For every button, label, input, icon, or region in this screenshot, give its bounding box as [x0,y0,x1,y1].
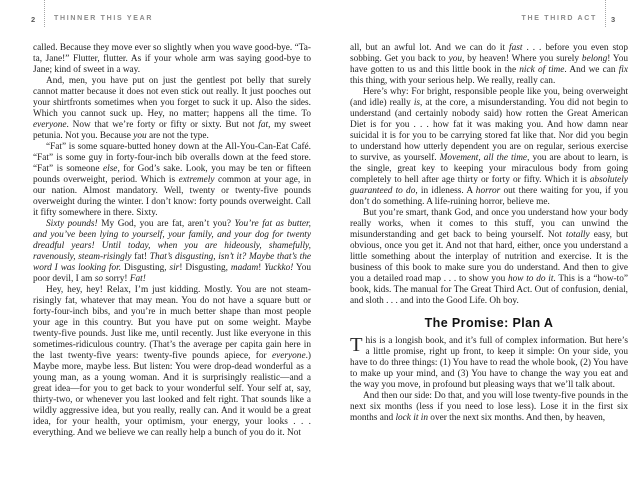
paragraph: Here’s why: For bright, responsible people like you, being overweight (and idle) really is, at the core, a misunderstanding. You did not begin to understand (and certainly nobody said) how rotten the Great American Diet is for you . . . how fat it was making you. And how damn near suicidal it is for you to be carrying stored fat like that. Nor did you begin to understand how utterly dependent you are on regular, serious exercise to survive, as yourself. Movement, all the time, you are about to learn, is the single, great key to keeping your miraculous body from going completely to hell after age thirty or forty or fifty. Which it is absolutely guaranteed to do, in idleness. A horror out there waiting for you, if you don’t do something. A life-ruining horror, believe me. [350,87,629,207]
paragraph: This is a longish book, and it’s full of complex information. But here’s a little promise, right up front, to keep it simple: On your side, you have to do three things: (1) You have to read the whole book, (2) You have to make up your mind, and (3) You have to change the way you eat and the way you move, in profound but pleasing ways that we’ll talk about. [350,334,628,390]
running-header-chapter-title: THE THIRD ACT [521,15,597,22]
drop-cap: T [350,334,363,356]
right-page-top-paragraphs [350,43,628,307]
paragraph: all, but an awful lot. And we can do it fast . . . before you even stop sobbing. Get you back to you, by heaven! Where you surely belong! You have gotten to us and this little book in the nick of time. And we can fix this thing, with your serious help. We really, really can. [350,43,628,86]
paragraph: Hey, hey, hey! Relax, I’m just kidding. Mostly. You are not steam-risingly fat, whatever that may mean. You do not have a square butt or forty-four-inch bibs, and you’re in much better shape than most people your age in this country. But you have put on some weight. Maybe twenty-five pounds. Just like me, until recently. Just like everyone in this sometimes-ridiculous country. (That’s the average per capita gain here in the last twenty-five years: twenty-five pounds apiece, for everyone.) Maybe more, maybe less. But listen: You were drop-dead wonderful as a young man, as a young woman. And it is surprisingly realistic—and a great idea—for you to get back to your wonderful self. Your self at, say, thirty-two, or whenever you last looked and felt right. That sounds like a wildly aggressive idea, but you really, really can. And it would be a great idea, for your health, your optimism, your energy, your looks . . . everything. And we believe we can really help a bunch of you do it. Not [33,285,311,438]
right-page-bottom-paragraphs [350,336,628,424]
paragraph: “Fat” is some square-butted honey down at the All-You-Can-Eat Café. “Fat” is some guy in forty-four-inch bib overalls down at the feed store. “Fat” is someone else, for God’s sake. Look, you may be ten or fifteen pounds overweight, period. Which is extremely common at your age, in our nation. Almost mandatory. Well, twenty or twenty-five pounds overweight during the winter. I don’t know: forty pounds overweight. Call it fifty somewhere in there. Sixty. [33,142,312,218]
paragraph: called. Because they move ever so slightly when you wave good-bye. “Ta-ta, Jane!” Flutter, flutter. As if your whole arm was saying good-bye to Jane; kind of sweet in a way. [33,43,311,75]
paragraph: But you’re smart, thank God, and once you understand how your body really works, when it comes to this stuff, you can unwind the misunderstanding and get back to being yourself. Not totally easy, but obvious, once you get it. And not that hard, either, once you understand a little something about the interplay of nutrition and exercise. It is the business of this book to make sure you do understand. And then to give you a detailed road map . . . to show you how to do it. This is a “how-to” book, kids. The manual for The Great Third Act. Out of confusion, denial, and sloth . . . and into the Good Life. Oh boy. [350,208,628,306]
paragraph: And, men, you have put on just the gentlest pot belly that surely cannot matter because it does not even stick out really. It just pooches out your shirtfronts sometimes when you forget to suck it up. Also the sides. Which you cannot suck up. Hey, no matter; happens all the time. To everyone. Now that we’re forty or fifty or sixty. But not fat, my sweet petunia. Not you. Because you are not the type. [33,76,311,141]
running-header-book-title: THINNER THIS YEAR [54,15,154,22]
section-heading: The Promise: Plan A [424,316,554,330]
right-page-number: 3 [611,14,616,24]
header-dotted-rule-left [44,0,45,27]
right-page-body [350,43,628,424]
left-page-body [33,43,311,439]
left-page-number: 2 [31,14,36,24]
paragraph: And then our side: Do that, and you will lose twenty-five pounds in the next six months (less if you need to lose less). Lose it in the first six months and lock it in over the next six months. And then, by heaven, [350,391,628,423]
paragraph: Sixty pounds! My God, you are fat, aren’t you? You’re fat as butter, and you’ve been lying to yourself, your family, and your dog for twenty dreadful years! Until today, when you are hideously, shamefully, ravenously, steam-risingly fat! That’s disgusting, isn’t it? Maybe that’s the word I was looking for. Disgusting, sir! Disgusting, madam! Yuckko! You poor devil, I am so sorry! Fat! [33,219,311,284]
header-dotted-rule-right [605,0,606,27]
